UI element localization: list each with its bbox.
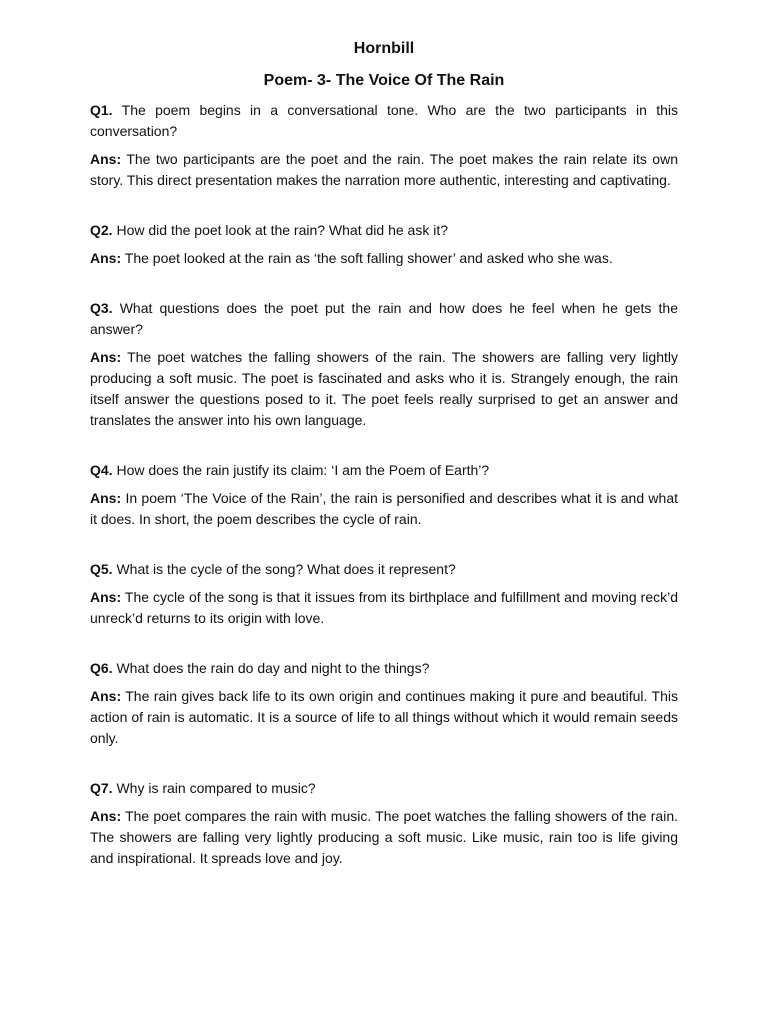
qa-block-4 xyxy=(90,460,678,530)
answer xyxy=(90,806,678,869)
answer-label: Ans: xyxy=(90,151,122,167)
question xyxy=(90,778,678,799)
answer-text: The poet watches the falling showers of the rain. The showers are falling very lightly producing a soft music. The poet is fascinated and asks who it is. Strangely enough, the rain itself answer the questions posed to it. The poet feels really surprised to get an answer and translates the answer into his own language. xyxy=(90,349,678,428)
answer-label: Ans: xyxy=(90,349,122,365)
answer-label: Ans: xyxy=(90,490,122,506)
question xyxy=(90,658,678,679)
answer-label: Ans: xyxy=(90,589,122,605)
answer-text: The rain gives back life to its own origin and continues making it pure and beautiful. This action of rain is automatic. It is a source of life to all things without which it would remain seeds only. xyxy=(90,688,678,746)
question-text: How did the poet look at the rain? What did he ask it? xyxy=(116,222,448,238)
qa-block-3 xyxy=(90,298,678,431)
question-text: The poem begins in a conversational tone. Who are the two participants in this conversation? xyxy=(90,102,678,139)
answer xyxy=(90,686,678,749)
question xyxy=(90,460,678,481)
question xyxy=(90,559,678,580)
answer-text: The poet compares the rain with music. The poet watches the falling showers of the rain. The showers are falling very lightly producing a soft music. Like music, rain too is life giving and inspirational. It spreads love and joy. xyxy=(90,808,679,866)
question-label: Q5. xyxy=(90,561,113,577)
qa-block-5 xyxy=(90,559,678,629)
question xyxy=(90,298,678,340)
qa-block-1 xyxy=(90,100,678,191)
qa-block-6 xyxy=(90,658,678,749)
answer xyxy=(90,488,678,530)
question-text: What questions does the poet put the rain and how does he feel when he gets the answer? xyxy=(90,300,679,337)
answer-text: The poet looked at the rain as ‘the soft falling shower’ and asked who she was. xyxy=(124,250,613,266)
question-label: Q1. xyxy=(90,102,113,118)
document-subtitle: Poem- 3- The Voice Of The Rain xyxy=(263,72,505,89)
question-text: Why is rain compared to music? xyxy=(116,780,316,796)
qa-block-2 xyxy=(90,220,678,269)
answer-label: Ans: xyxy=(90,688,122,704)
question-label: Q7. xyxy=(90,780,113,796)
question-label: Q4. xyxy=(90,462,113,478)
answer-label: Ans: xyxy=(90,250,122,266)
question-label: Q2. xyxy=(90,222,113,238)
qa-block-7 xyxy=(90,778,678,869)
document-title: Hornbill xyxy=(353,40,415,57)
question xyxy=(90,100,678,142)
document-page xyxy=(90,38,678,898)
answer-text: In poem ‘The Voice of the Rain’, the rain is personified and describes what it is and what it does. In short, the poem describes the cycle of rain. xyxy=(90,490,679,527)
answer xyxy=(90,587,678,629)
question-text: What does the rain do day and night to the things? xyxy=(116,660,430,676)
question-text: How does the rain justify its claim: ‘I am the Poem of Earth’? xyxy=(116,462,490,478)
answer xyxy=(90,149,678,191)
answer-text: The cycle of the song is that it issues from its birthplace and fulfillment and moving reck’d unreck’d returns to its origin with love. xyxy=(90,589,679,626)
answer-label: Ans: xyxy=(90,808,122,824)
answer xyxy=(90,347,678,431)
question xyxy=(90,220,678,241)
question-label: Q6. xyxy=(90,660,113,676)
answer xyxy=(90,248,678,269)
answer-text: The two participants are the poet and the rain. The poet makes the rain relate its own story. This direct presentation makes the narration more authentic, interesting and captivating. xyxy=(90,151,678,188)
question-label: Q3. xyxy=(90,300,113,316)
question-text: What is the cycle of the song? What does it represent? xyxy=(116,561,456,577)
